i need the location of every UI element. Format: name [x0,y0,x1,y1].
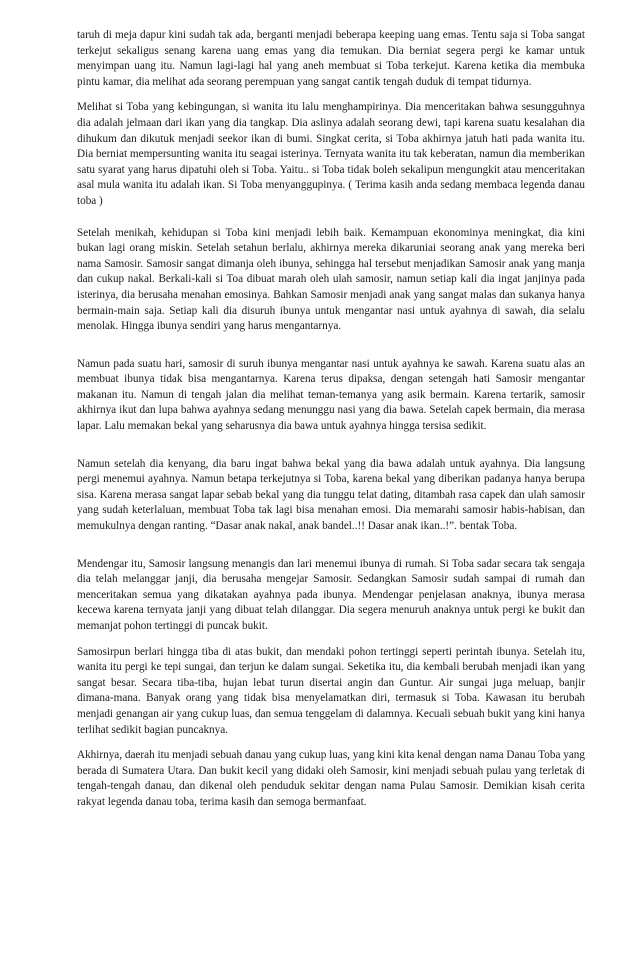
document-page [77,28,585,811]
paragraph-7: Samosirpun berlari hingga tiba di atas bukit, dan mendaki pohon tertinggi seperti perintah ibunya. Setelah itu, wanita itu pergi ke tepi sungai, dan terjun ke dalam sungai. Seketika itu, dia kembali berubah menjadi ikan yang sangat besar. Secara tiba-tiba, hujan lebat turun disertai angin dan Guntur. Air sungai juga meluap, banjir dimana-mana. Banyak orang yang tidak bisa menyelamatkan diri, termasuk si Toba. Kawasan itu berubah menjadi genangan air yang cukup luas, dan semua tenggelam di dalamnya. Kecuali sebuah bukit yang kini hanya terlihat sedikit bagian puncaknya. [77,645,585,736]
paragraph-2: Melihat si Toba yang kebingungan, si wanita itu lalu menghampirinya. Dia menceritakan bahwa sesungguhnya dia adalah jelmaan dari ikan yang dia tangkap. Dia aslinya adalah seorang dewi, tapi karena suatu kesalahan dia dihukum dan dikutuk menjadi seekor ikan di bumi. Singkat cerita, si Toba akhirnya jatuh hati pada wanita itu. Dia berniat mempersunting wanita itu seagai isterinya. Ternyata wanita itu tak keberatan, namun dia memberikan satu syarat yang harus dipatuhi oleh si Toba. Yaitu.. si Toba tidak boleh sekalipun mengungkit atau menceritakan asal mula wanita itu adalah ikan. Si Toba menyanggupinya. ( Terima kasih anda sedang membaca legenda danau toba ) [77,101,585,207]
paragraph-1: taruh di meja dapur kini sudah tak ada, berganti menjadi beberapa keeping uang emas. Tentu saja si Toba sangat terkejut sekaligus senang karena uang emas yang dia temukan. Dia berniat segera pergi ke kamar untuk menyimpan uang itu. Namun lagi-lagi hal yang aneh membuat si Toba terkejut. Karena ketika dia membuka pintu kamar, dia melihat ada seorang perempuan yang sangat cantik tengah duduk di tempat tidurnya. [77,29,585,88]
paragraph-4: Namun pada suatu hari, samosir di suruh ibunya mengantar nasi untuk ayahnya ke sawah. Karena suatu alas an membuat ibunya tidak bisa mengantarnya. Karena terus dipaksa, dengan setengah hati Samosir mengantar makanan itu. Namun di tengah jalan dia melihat teman-temanya yang asik bermain. Karena tertarik, samosir akhirnya ikut dan lupa bahwa ayahnya sedang menunggu nasi yang dia bawa. Setelah capek bermain, dia merasa lapar. Lalu memakan bekal yang seharusnya dia bawa untuk ayahnya hingga tersisa sedikit. [77,357,585,433]
paragraph-8: Akhirnya, daerah itu menjadi sebuah danau yang cukup luas, yang kini kita kenal dengan nama Danau Toba yang berada di Sumatera Utara. Dan bukit kecil yang didaki oleh Samosir, kini menjadi sebuah pulau yang terletak di tengah-tengah danau, dan dikenal oleh penduduk sekitar dengan nama Pulau Samosir. Demikian kisah cerita rakyat legenda danau toba, terima kasih dan semoga bermanfaat. [77,749,585,808]
paragraph-5: Namun setelah dia kenyang, dia baru ingat bahwa bekal yang dia bawa adalah untuk ayahnya. Dia langsung pergi menemui ayahnya. Namun betapa terkejutnya si Toba, karena bekal yang diberikan padanya hanya berupa sisa. Karena merasa sangat lapar sebab bekal yang dia tunggu telat dating, ditambah rasa capek dan ulah samosir yang sudah keterlaluan, membuat Toba tak lagi bisa menahan emosi. Dia memarahi samosir habis-habisan, dan memukulnya dengan ranting. “Dasar anak nakal, anak bandel..!! Dasar anak ikan..!”. bentak Toba. [77,457,585,533]
paragraph-6: Mendengar itu, Samosir langsung menangis dan lari menemui ibunya di rumah. Si Toba sadar secara tak sengaja dia telah melanggar janji, dia berusaha mengejar Samosir. Sedangkan Samosir sudah sampai di rumah dan menceritakan semua yang dikatakan ayahnya pada ibunya. Mendengar penjelasan anaknya, ibunya merasa kecewa karena ternyata janji yang dibuat telah dilanggar. Dia segera menuruh anaknya untuk pergi ke bukit dan memanjat pohon tertinggi di puncak bukit. [77,557,585,632]
paragraph-3: Setelah menikah, kehidupan si Toba kini menjadi lebih baik. Kemampuan ekonominya meningkat, dia kini bukan lagi orang miskin. Setelah setahun berlalu, akhirnya mereka dikaruniai seorang anak yang mereka beri nama Samosir. Samosir sangat dimanja oleh ibunya, sehingga hal tersebut menjadikan Samosir anak yang manja dan cukup nakal. Berkali-kali si Toa dibuat marah oleh ulah samosir, namun setiap kali dia ingat janjinya pada isterinya, dia berusaha menahan emosinya. Bahkan Samosir menjadi anak yang sangat malas dan sukanya hanya bermain-main saja. Setiap kali dia disuruh ibunya untuk mengantar nasi untuk ayahnya di sawah, dia selalu menolak. Hingga ibunya sendiri yang harus mengantarnya. [77,226,585,333]
